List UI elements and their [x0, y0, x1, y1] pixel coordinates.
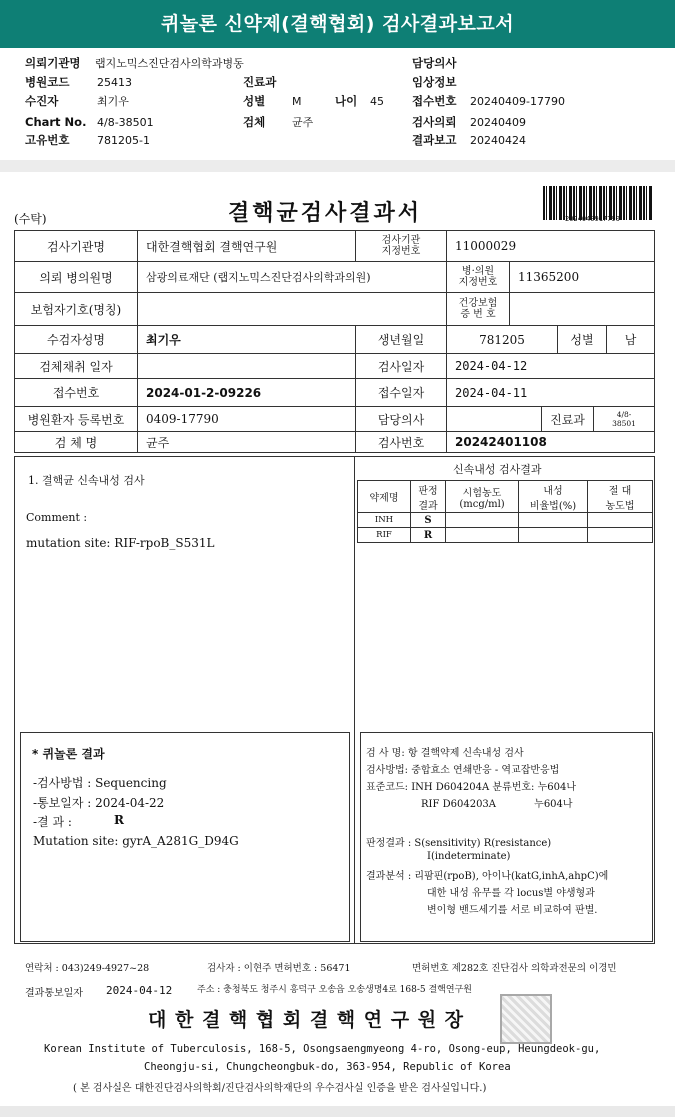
collection-date-label: 검체채취 일자 — [14, 353, 138, 379]
patient-reg-label: 병원환자 등록번호 — [14, 406, 138, 432]
hospital-code-value: 25413 — [97, 76, 132, 89]
method-line-4: RIF D604203A 누604나 — [421, 799, 573, 810]
report-date-footer-value: 2024-04-12 — [106, 984, 173, 997]
physician-license: 면허번호 제282호 진단검사 의학과전문의 이경민 — [412, 963, 617, 974]
col-drug: 약제명 — [358, 481, 411, 513]
quinolone-result-label: -결 과 : — [33, 815, 72, 829]
test-no-value: 20242401108 — [446, 431, 655, 453]
contact-info: 연락처 : 043)249-4927~28 — [25, 963, 150, 974]
patient-value: 최기우 — [97, 95, 129, 108]
report-banner-title: 퀴놀론 신약제(결핵협회) 검사결과보고서 — [0, 0, 675, 48]
request-org-label: 의뢰기관명 — [25, 56, 81, 70]
patient-name-value: 최기우 — [137, 325, 356, 354]
specimen-label: 검체 — [243, 115, 266, 129]
specimen-name-value: 균주 — [137, 431, 356, 453]
mutation-site-rif: mutation site: RIF-rpoB_S531L — [26, 536, 215, 550]
rapid-result-heading: 신속내성 검사결과 — [453, 463, 542, 476]
quinolone-mutation-site: Mutation site: gyrA_A281G_D94G — [33, 834, 239, 848]
doctor-label: 담당의사 — [355, 406, 447, 432]
barcode-number: 2024040917790 — [565, 215, 620, 223]
sex-label: 성별 — [243, 94, 266, 108]
dept-doc-value: 4/8- 38501 — [593, 406, 655, 432]
attending-label: 담당의사 — [412, 56, 457, 70]
chart-no-value: 4/8-38501 — [97, 116, 154, 129]
absolute-cell — [588, 513, 653, 528]
col-absolute: 절 대 농도법 — [588, 481, 653, 513]
test-no-label: 검사번호 — [355, 431, 447, 453]
concentration-cell — [446, 528, 519, 543]
method-line-7: 결과분석 : 리팜핀(rpoB), 아이나(katG,inhA,ahpC)에 — [366, 871, 609, 882]
method-line-2: 검사방법: 중합효소 연쇄반응 - 역교잡반응법 — [366, 765, 560, 776]
susceptibility-table — [357, 480, 653, 543]
quinolone-result-value: R — [114, 813, 124, 827]
table-row — [358, 528, 653, 543]
test-date-label: 검사일자 — [355, 353, 447, 379]
report-header — [0, 48, 675, 160]
document-title: 결핵균검사결과서 — [228, 200, 423, 226]
result-cell: R — [411, 528, 446, 543]
address-korean: 주소 : 충청북도 청주시 흥덕구 오송읍 오송생명4로 168-5 결핵연구원 — [197, 985, 472, 995]
request-hospital-label: 의뢰 병의원명 — [14, 261, 138, 293]
quinolone-method: -검사방법 : Sequencing — [33, 776, 167, 790]
request-hospital-no-value: 11365200 — [509, 261, 655, 293]
proportion-cell — [519, 513, 588, 528]
request-hospital-no-label: 병·의원 지정번호 — [446, 261, 510, 293]
section-divider — [0, 160, 675, 172]
test-org-value: 대한결핵협회 결핵연구원 — [137, 230, 356, 262]
age-label: 나이 — [335, 94, 358, 108]
test-org-no-label: 검사기관 지정번호 — [355, 230, 447, 262]
tb-result-document — [0, 172, 675, 1108]
col-proportion: 내성 비율법(%) — [519, 481, 588, 513]
col-concentration: 시험농도 (mcg/ml) — [446, 481, 519, 513]
method-line-8: 대한 내성 유무를 각 locus별 야생형과 — [427, 888, 595, 899]
receipt-no-label: 접수번호 — [412, 94, 457, 108]
consignment-label: (수탁) — [14, 212, 47, 226]
bottom-divider — [0, 1106, 675, 1117]
sex-value: M — [292, 95, 302, 108]
receipt-no-value: 20240409-17790 — [470, 95, 565, 108]
report-date-footer-label: 결과통보일자 — [25, 988, 83, 999]
insurer-label: 보험자기호(명칭) — [14, 292, 138, 326]
dept-doc-label: 진료과 — [541, 406, 594, 432]
accession-no-value: 2024-01-2-09226 — [137, 378, 356, 407]
receipt-date-value: 2024-04-11 — [446, 378, 655, 407]
hospital-code-label: 병원코드 — [25, 75, 70, 89]
certification-note: ( 본 검사실은 대한진단검사의학회/진단검사의학재단의 우수검사실 인증을 받은 검사실입니다.) — [73, 1083, 487, 1094]
table-row — [358, 513, 653, 528]
method-line-5: 판정결과 : S(sensitivity) R(resistance) — [366, 838, 552, 849]
address-english-line2: Cheongju-si, Chungcheongbuk-do, 363-954, Republic of Korea — [144, 1061, 511, 1073]
report-date-label: 결과보고 — [412, 133, 457, 147]
drug-cell: INH — [358, 513, 411, 528]
unique-no-value: 781205-1 — [97, 134, 150, 147]
result-cell: S — [411, 513, 446, 528]
tester-info: 검사자 : 이현주 면허번호 : 56471 — [207, 963, 351, 974]
comment-label: Comment : — [26, 511, 88, 524]
concentration-cell — [446, 513, 519, 528]
request-date-label: 검사의뢰 — [412, 115, 457, 129]
birth-date-value: 781205 — [446, 325, 558, 354]
insurer-value — [137, 292, 447, 326]
patient-reg-value: 0409-17790 — [137, 406, 356, 432]
patient-label: 수진자 — [25, 94, 59, 108]
request-org-value: 랩지노믹스진단검사의학과병동 — [95, 57, 244, 70]
clinical-info-label: 임상정보 — [412, 75, 457, 89]
collection-date-value — [137, 353, 356, 379]
birth-date-label: 생년월일 — [355, 325, 447, 354]
chart-no-label: Chart No. — [25, 115, 87, 129]
accession-no-label: 접수번호 — [14, 378, 138, 407]
dept-label: 진료과 — [243, 75, 277, 89]
specimen-name-label: 검 체 명 — [14, 431, 138, 453]
test-date-value: 2024-04-12 — [446, 353, 655, 379]
request-hospital-value: 삼광의료재단 (랩지노믹스진단검사의학과의원) — [137, 261, 447, 293]
receipt-date-label: 접수일자 — [355, 378, 447, 407]
quinolone-heading: * 퀴놀론 결과 — [32, 747, 105, 761]
col-result: 판정 결과 — [411, 481, 446, 513]
request-date-value: 20240409 — [470, 116, 526, 129]
report-date-value: 20240424 — [470, 134, 526, 147]
absolute-cell — [588, 528, 653, 543]
method-line-1: 검 사 명: 항 결핵약제 신속내성 검사 — [366, 748, 524, 759]
official-seal — [500, 994, 552, 1044]
test-org-no-value: 11000029 — [446, 230, 655, 262]
doc-sex-value: 남 — [606, 325, 655, 354]
address-english-line1: Korean Institute of Tuberculosis, 168-5, Osongsaengmyeong 4-ro, Osong-eup, Heungdeok-gu, — [44, 1043, 601, 1055]
quinolone-notify-date: -통보일자 : 2024-04-22 — [33, 796, 165, 810]
test-org-label: 검사기관명 — [14, 230, 138, 262]
method-line-6: I(indeterminate) — [427, 851, 511, 862]
institute-director-name: 대 한 결 핵 협 회 결 핵 연 구 원 장 — [148, 1009, 465, 1031]
patient-name-label: 수검자성명 — [14, 325, 138, 354]
health-insurance-label: 건강보험 증 번 호 — [446, 292, 510, 326]
drug-cell: RIF — [358, 528, 411, 543]
specimen-value: 균주 — [292, 116, 314, 129]
doctor-value — [446, 406, 542, 432]
proportion-cell — [519, 528, 588, 543]
doc-sex-label: 성별 — [557, 325, 607, 354]
unique-no-label: 고유번호 — [25, 133, 70, 147]
health-insurance-value — [509, 292, 655, 326]
age-value: 45 — [370, 95, 384, 108]
method-line-3: 표준코드: INH D604204A 분류번호: 누604나 — [366, 782, 576, 793]
rapid-test-heading: 1. 결핵균 신속내성 검사 — [28, 474, 145, 487]
method-line-9: 변이형 밴드세기를 서로 비교하여 판별. — [427, 905, 598, 916]
